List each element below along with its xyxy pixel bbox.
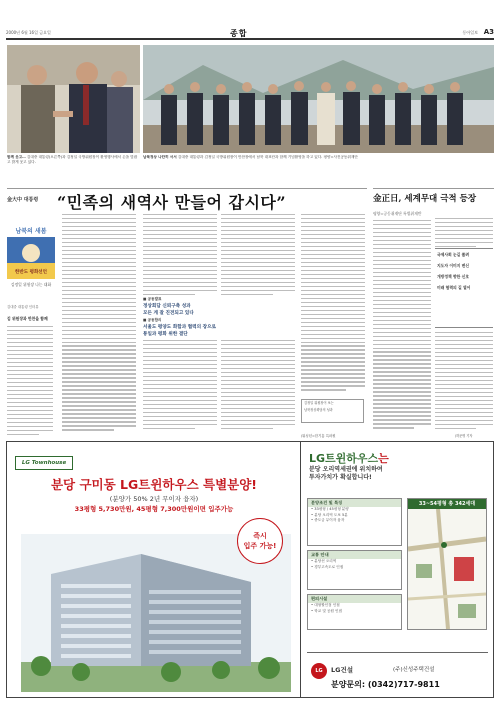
ad-company-footer [307,652,488,692]
ad-price-line: 33평형 5,730만원, 45평형 7,300만원이면 입주가능 [74,505,234,513]
phone-number: 분양문의: (0342)717-9811 [331,680,440,689]
ad-right-brand-name: LG트윈하우스 [309,452,379,465]
subhead-0: ■ 공동발표 [143,297,162,301]
subhead-3: ■ 공동합의 [143,318,162,322]
ad-right-brand-suffix: 는 [378,452,389,465]
column-2-text [62,214,136,433]
partner-company: (주)신성주택건설 [393,667,435,673]
subhead-list [143,296,253,338]
ad-info-box-title-1: 분양조건 및 특징 [308,499,401,507]
left-box-photo-label: 한반도 평화선언 [15,270,47,275]
pull-quote-1: 국제사회 눈길 쏠려 [437,252,469,257]
page-number: A3 [483,28,494,36]
ad-right-brand [309,450,389,466]
advertisement [6,441,494,698]
column-3-text-bottom [143,340,217,432]
photo-group-portrait [143,45,494,153]
caption-body-right: 김대중 대통령과 김정일 국방위원장이 만찬장에서 남북 대표단과 함께 기념촬영을 하고 있다. [177,155,323,159]
info-box-line-2: 남북정상회담의 성과 [304,408,333,412]
pull-quote-4: 미래 협력의 길 열어 [437,285,471,290]
site-plan-box [407,498,487,630]
right-story-sign-off: /허문명 기자 [455,434,473,438]
ad-info-row: • 분당 오리역 도보 5분 [311,512,348,517]
column-4-text-top [221,214,295,298]
column-1-text [7,326,53,438]
ad-info-row: • 학교 및 공원 인접 [311,608,342,613]
main-headline: “민족의 새역사 만들어 갑시다” [57,193,287,212]
company-name: LG건설 [331,666,354,674]
masthead [6,28,494,40]
right-story-header [373,188,494,208]
column-4-text-bottom [221,340,295,432]
photo-leaders-handshake [7,45,140,153]
ad-right-panel [300,442,493,697]
left-box-banner: 남북의 새봄 [15,228,47,235]
bubble-line-1: 즉시 [253,532,267,540]
caption-body-left: 김대중 대통령(오른쪽)과 김정일 국방위원장이 환영행사에서 손을 맞잡고 밝게 웃고 있다. [7,155,138,164]
ad-subtitle: (분양가 50% 2년 무이자 융자) [109,495,199,503]
paper-name: 동아일보 [462,30,478,35]
info-box [301,399,364,423]
move-in-bubble [237,518,283,564]
right-column-2-text-top [435,218,493,250]
subhead-4: 서울도 평양도 화합과 협력의 장으로 [143,325,216,330]
ad-info-box-facilities [307,594,402,630]
photo-caption-right [143,155,494,169]
right-column-2-text-bottom [435,332,493,432]
column-3-text-top [143,214,217,298]
caption-title-right: 남북정상 나란히 서서 [143,155,177,159]
ad-left-panel [7,442,299,697]
pull-quote-box [435,248,493,328]
ad-info-box-transport [307,550,402,590]
ad-brand-badge: LG Townhouse [15,456,73,470]
ad-info-row: • 중도금 무이자 융자 [311,518,345,522]
ad-info-row: • 대형할인점 인접 [311,603,340,607]
subhead-1: 정상회담 신뢰구축 성과 [143,304,191,309]
ad-info-box-title-2: 교통 안내 [308,551,401,559]
issue-date: 2000년 6월 16일 금요일 [6,30,51,35]
pull-quote-3: 개방정책 향한 신호 [437,274,469,279]
info-box-line-1: 김정일 위원장이 보는 [304,401,334,405]
site-plan-title: 33~54평형 총 342세대 [408,499,486,509]
story-sign-off: /워싱턴=한기흥 특파원 [301,434,336,438]
left-box-image [7,223,55,279]
photo-credit: 평양=사진공동취재단 [323,155,358,159]
caption-title-left: 함께 웃고… [7,155,26,159]
left-box-caption: 김정일 위원장 나는 대화 [10,282,52,287]
pull-quote-2: 지도자 이미지 변신 [437,263,469,268]
headline-kicker: 金大中 대통령 [7,197,39,203]
bubble-line-2: 입주 가능! [243,542,277,550]
lg-logo-icon: LG [311,663,327,679]
ad-info-box-conditions [307,498,402,546]
right-story-title: 金正日, 세계무대 극적 등장 [373,194,477,204]
ad-info-box-title-3: 편의시설 [308,595,401,603]
subhead-2: 모든 게 잘 진전되고 있다 [143,311,194,316]
subhead-5: 통일과 평화 위한 결단 [143,332,188,337]
left-box-author: 김대중 대통령 인터뷰 [7,305,39,309]
ad-title: 분당 구미동 LG트윈하우스 특별분양! [50,477,258,492]
ad-info-row: • 33평형 / 45평형 분양 [311,507,349,511]
column-5-text [301,214,365,393]
ad-copy-1: 분당 오리역세권에 위치하여 [309,466,383,473]
site-map-illustration [408,509,486,629]
ad-info-row: • 분당선 오리역 [311,559,337,563]
main-headline-row [7,188,367,210]
ad-info-row: • 경부고속도로 인접 [311,564,344,569]
ad-right-copy [309,466,489,482]
photo-caption-left [7,155,140,179]
section-title: 종합 [230,29,248,38]
left-box-subhead: 김 위원장과 만찬을 함께 [7,316,48,321]
right-story-byline: 평양=공동취재단 특별취재반 [373,211,422,216]
ad-copy-2: 투자가치가 확실합니다! [309,474,372,481]
right-column-1-text [373,220,431,431]
